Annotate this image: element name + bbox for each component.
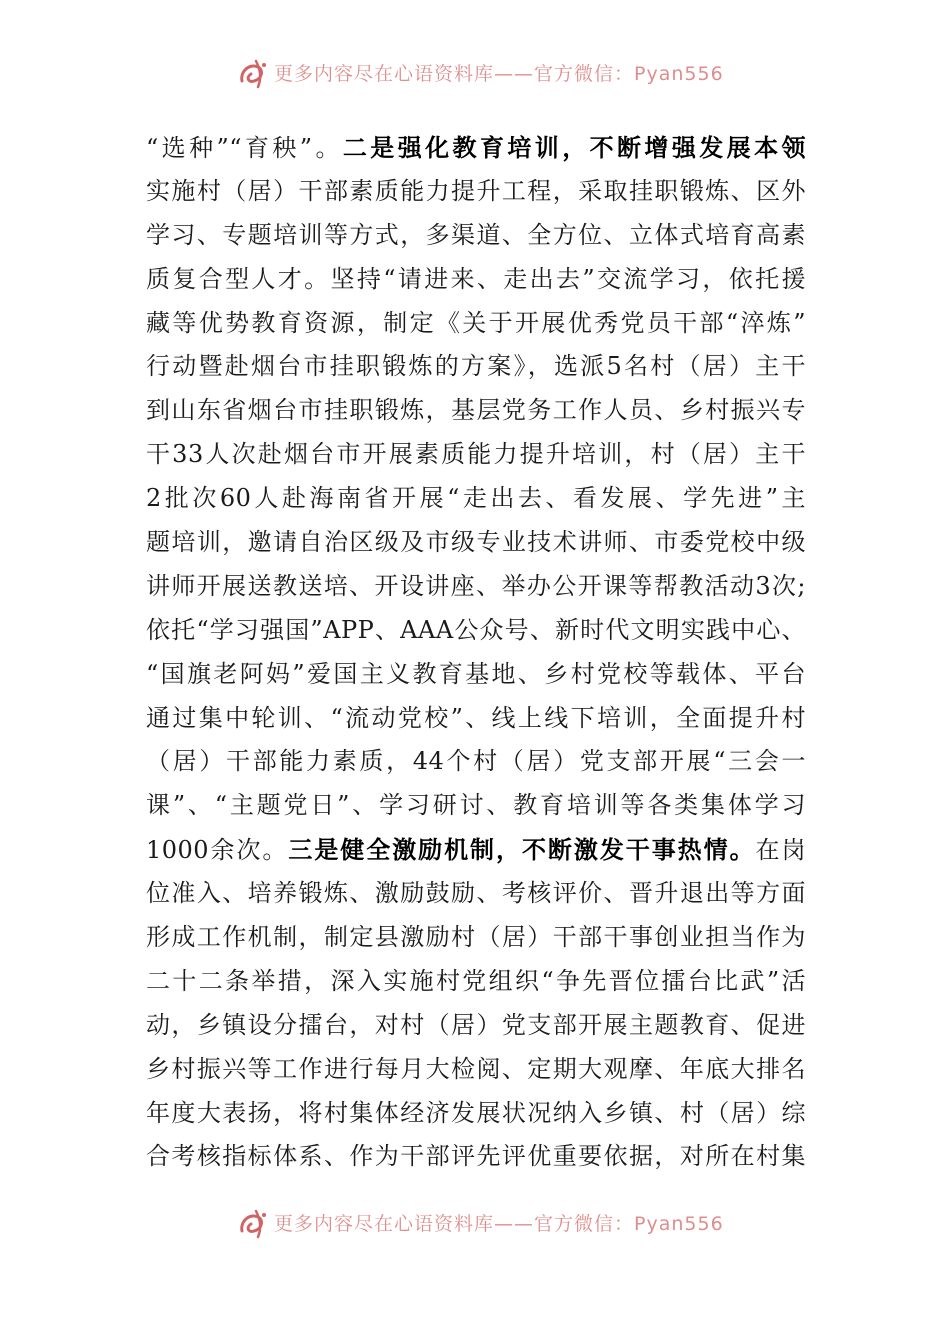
text-line: 位准入、培养锻炼、激励鼓励、考核评价、晋升退出等方面	[146, 879, 806, 908]
text-segment: 在岗	[755, 836, 806, 865]
text-line: “国旗老阿妈”爱国主义教育基地、乡村党校等载体、平台	[146, 659, 806, 688]
calligraphy-logo-icon	[236, 1207, 270, 1241]
text-line: 合考核指标体系、作为干部评先评优重要依据，对所在村集	[146, 1142, 806, 1171]
text-line: 通过集中轮训、“流动党校”、线上线下培训，全面提升村	[146, 703, 806, 732]
text-line: 学习、专题培训等方式，多渠道、全方位、立体式培育高素	[146, 220, 806, 249]
text-line: 2批次60人赴海南省开展“走出去、看发展、学先进”主	[146, 484, 806, 513]
text-line: 题培训，邀请自治区级及市级专业技术讲师、市委党校中级	[146, 528, 806, 557]
text-segment: “选种”“育秧”。	[146, 134, 343, 162]
watermark-text: 更多内容尽在心语资料库——官方微信：Pyan556	[274, 63, 724, 85]
text-line: 动，乡镇设分擂台，对村（居）党支部开展主题教育、促进	[146, 1010, 806, 1039]
text-line: 讲师开展送教送培、开设讲座、举办公开课等帮教活动3次;	[146, 571, 806, 600]
text-line: 到山东省烟台市挂职锻炼，基层党务工作人员、乡村振兴专	[146, 396, 806, 425]
text-line: 实施村（居）干部素质能力提升工程，采取挂职锻炼、区外	[146, 176, 806, 205]
text-line	[146, 828, 806, 872]
text-line: 乡村振兴等工作进行每月大检阅、定期大观摩、年底大排名	[146, 1054, 806, 1083]
header-watermark	[236, 57, 756, 91]
text-line: 干33人次赴烟台市开展素质能力提升培训，村（居）主干	[146, 440, 806, 469]
bold-heading: 三是健全激励机制，不断激发干事热情。	[288, 835, 756, 865]
bold-heading: 二是强化教育培训，不断增强发展本领	[342, 133, 807, 162]
text-segment: 1000余次。	[146, 836, 289, 865]
text-line: 质复合型人才。坚持“请进来、走出去”交流学习，依托援	[146, 264, 806, 293]
text-line	[146, 126, 806, 170]
watermark-text: 更多内容尽在心语资料库——官方微信：Pyan556	[274, 1213, 724, 1235]
text-line: 依托“学习强国”APP、AAA公众号、新时代文明实践中心、	[146, 615, 806, 644]
text-line: 二十二条举措，深入实施村党组织“争先晋位擂台比武”活	[146, 966, 806, 995]
text-line: （居）干部能力素质，44个村（居）党支部开展“三会一	[146, 747, 806, 776]
text-line: 年度大表扬，将村集体经济发展状况纳入乡镇、村（居）综	[146, 1098, 806, 1127]
text-line: 形成工作机制，制定县激励村（居）干部干事创业担当作为	[146, 923, 806, 952]
document-body	[146, 126, 806, 1179]
text-line: 藏等优势教育资源，制定《关于开展优秀党员干部“淬炼”	[146, 308, 806, 337]
footer-watermark	[236, 1207, 756, 1241]
text-line: 行动暨赴烟台市挂职锻炼的方案》，选派5名村（居）主干	[146, 352, 806, 381]
text-line: 课”、“主题党日”、学习研讨、教育培训等各类集体学习	[146, 791, 806, 820]
calligraphy-logo-icon	[236, 57, 270, 91]
